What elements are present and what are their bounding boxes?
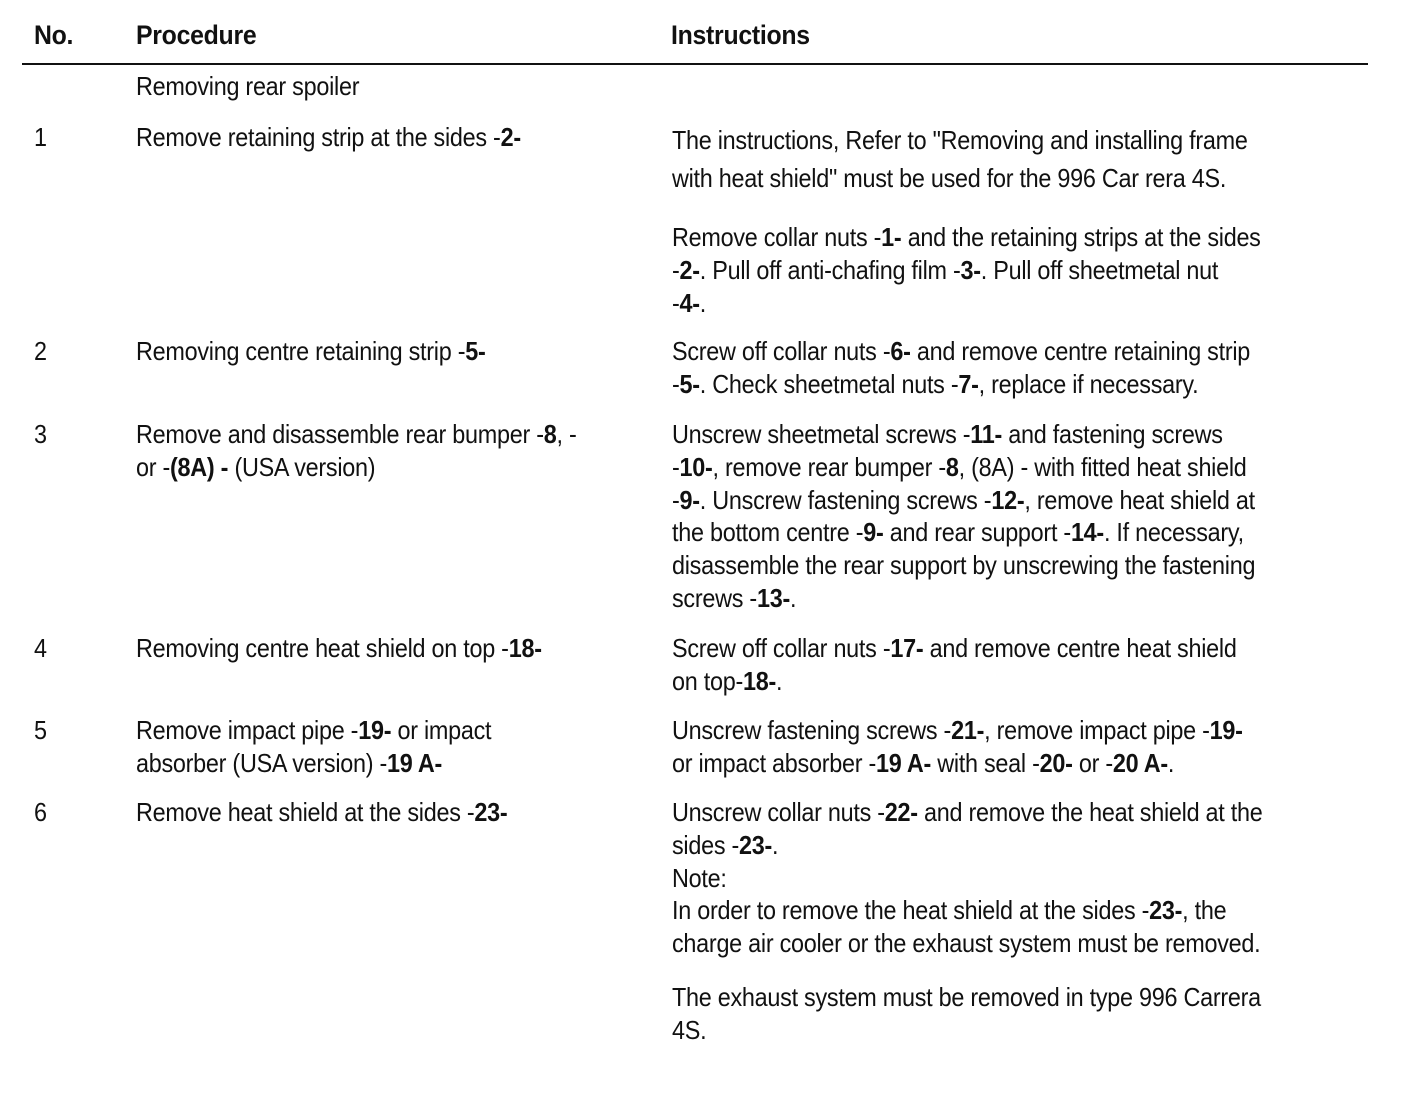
procedure-line: Remove retaining strip at the sides -2- [136, 122, 521, 152]
instruction-line: -5-. Check sheetmetal nuts -7-, replace if necessary. [672, 368, 1199, 399]
column-header-instructions: Instructions [671, 20, 810, 50]
header-rule [22, 63, 1368, 65]
instruction-line: or impact absorber -19 A- with seal -20- or -20 A-. [672, 747, 1175, 778]
instruction-line: with heat shield" must be used for the 996 Car rera 4S. [672, 163, 1227, 193]
note-label: Note: [672, 862, 727, 893]
instruction-line: disassemble the rear support by unscrewing the fastening [672, 550, 1256, 581]
instruction-line: 4S. [672, 1014, 707, 1045]
section-title: Removing rear spoiler [136, 71, 360, 101]
instruction-line: the bottom centre -9- and rear support -14-. If necessary, [672, 517, 1244, 548]
procedure-text [136, 418, 658, 484]
instruction-paragraph [672, 221, 1356, 319]
row-number: 6 [34, 797, 47, 827]
procedure-text [136, 121, 658, 154]
instruction-line: In order to remove the heat shield at the sides -23-, the [672, 895, 1227, 926]
instruction-line: on top-18-. [672, 665, 783, 696]
row-number: 1 [34, 122, 47, 152]
procedure-text [136, 796, 658, 829]
column-header-no: No. [34, 20, 74, 50]
instruction-line: -4-. [672, 287, 707, 318]
instruction-line: Unscrew sheetmetal screws -11- and fastening screws [672, 419, 1223, 449]
procedure-line: Remove and disassemble rear bumper -8, - [136, 419, 577, 449]
procedure-line: absorber (USA version) -19 A- [136, 747, 443, 778]
instruction-line: Screw off collar nuts -17- and remove centre heat shield [672, 633, 1237, 663]
instruction-paragraph [672, 981, 1356, 1047]
procedure-text [136, 632, 658, 665]
instruction-paragraph [672, 796, 1356, 960]
row-number: 2 [34, 336, 47, 366]
procedure-line: or -(8A) - (USA version) [136, 451, 376, 482]
instruction-line: -9-. Unscrew fastening screws -12-, remove heat shield at [672, 484, 1255, 515]
instruction-line: Screw off collar nuts -6- and remove centre retaining strip [672, 336, 1251, 366]
instruction-line: sides -23-. [672, 829, 779, 860]
instruction-line: The instructions, Refer to "Removing and installing frame [672, 125, 1248, 155]
instruction-line: Remove collar nuts -1- and the retaining strips at the sides [672, 222, 1261, 252]
instruction-paragraph [672, 418, 1356, 615]
column-header-procedure: Procedure [136, 20, 257, 50]
instruction-line: charge air cooler or the exhaust system must be removed. [672, 928, 1261, 959]
instruction-line: Unscrew fastening screws -21-, remove impact pipe -19- [672, 715, 1243, 745]
instruction-paragraph [672, 714, 1356, 780]
procedure-line: Remove impact pipe -19- or impact [136, 715, 492, 745]
procedure-text [136, 714, 658, 780]
row-number: 3 [34, 419, 47, 449]
procedure-line: Remove heat shield at the sides -23- [136, 797, 508, 827]
instruction-line: -2-. Pull off anti-chafing film -3-. Pull off sheetmetal nut [672, 254, 1219, 285]
row-number: 4 [34, 633, 47, 663]
instruction-paragraph [672, 632, 1356, 698]
instruction-line: -10-, remove rear bumper -8, (8A) - with fitted heat shield [672, 451, 1247, 482]
procedure-line: Removing centre retaining strip -5- [136, 336, 486, 366]
procedure-text [136, 335, 658, 368]
instruction-paragraph [672, 121, 1356, 197]
instruction-line: The exhaust system must be removed in type 996 Carrera [672, 982, 1261, 1012]
instruction-line: screws -13-. [672, 582, 797, 613]
instruction-paragraph [672, 335, 1356, 401]
row-number: 5 [34, 715, 47, 745]
instruction-line: Unscrew collar nuts -22- and remove the heat shield at the [672, 797, 1263, 827]
procedure-line: Removing centre heat shield on top -18- [136, 633, 542, 663]
